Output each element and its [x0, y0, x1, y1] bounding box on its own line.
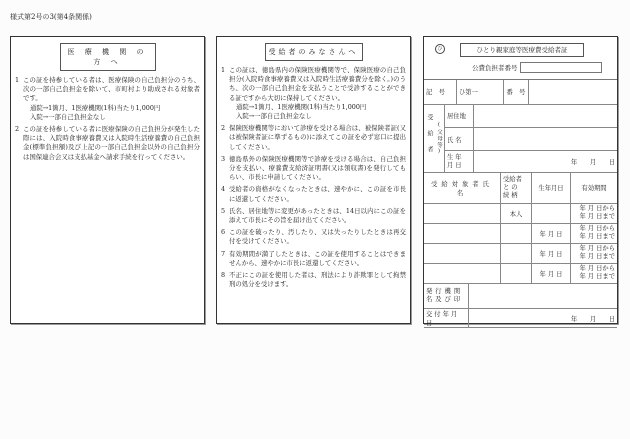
certificate-panel: [423, 36, 618, 327]
name-label: 氏 名: [445, 128, 474, 151]
item-number: 2: [15, 125, 20, 134]
bangou-label: 番 号: [504, 80, 529, 104]
row-name[interactable]: [424, 263, 501, 283]
row-name[interactable]: [424, 243, 501, 263]
bangou-value[interactable]: [529, 80, 618, 104]
notice-item: [221, 228, 406, 246]
item-text: 有効期間が満了したときは、この証を使用することはできませんから、速やかに市長に返還してください。: [229, 249, 406, 267]
issuer-label: 名及び印: [426, 295, 464, 303]
recipient-label: 受給者: [426, 114, 433, 163]
row-valid-to: 年 月 日まで: [579, 233, 615, 240]
item-number: 6: [221, 228, 226, 237]
address-value[interactable]: [474, 105, 618, 128]
row-name[interactable]: [424, 223, 501, 243]
kigou-label: 記 号: [424, 80, 457, 104]
recipient-info-table: [424, 105, 617, 174]
table-row: [424, 223, 617, 243]
issue-date-label: 交付年月日: [424, 309, 469, 328]
certificate-header: [424, 37, 617, 80]
recipient-notice-panel: [216, 36, 411, 324]
row-birth: 年 月 日: [532, 223, 571, 243]
item-text: 氏名、居住地等に変更があったときは、14日以内にこの証を添えて市長にその旨を届け出てください。: [229, 206, 406, 225]
row-relation[interactable]: [501, 223, 532, 243]
birth-label: 生 年: [447, 153, 462, 161]
item-number: 5: [221, 206, 226, 215]
row-relation[interactable]: [501, 263, 532, 283]
row-valid-from: 年 月 日から: [579, 245, 615, 252]
notice-item: [221, 250, 406, 268]
certificate-id-table: [424, 80, 617, 105]
panel-title: 受給者のみなさんへ: [265, 43, 363, 61]
notice-item: [221, 124, 406, 152]
row-birth: 年 月 日: [532, 243, 571, 263]
row-valid-to: 年 月 日まで: [579, 273, 615, 280]
row-name[interactable]: [424, 203, 501, 223]
payer-number-label: 公費負担者番号: [472, 64, 518, 72]
table-row: [424, 263, 617, 283]
panel-title: 医 療 機 関 の 方 へ: [60, 43, 156, 71]
row-valid-to: 年 月 日まで: [579, 253, 615, 260]
name-value[interactable]: [474, 128, 618, 151]
row-birth: 年 月 日: [532, 263, 571, 283]
item-number: 1: [221, 66, 226, 74]
issuer-table: [424, 284, 617, 329]
notice-item: [221, 185, 406, 203]
header-line: 受給者: [503, 175, 522, 183]
col-header-birth: 生年月日: [532, 173, 571, 203]
row-valid-from: 年 月 日から: [579, 205, 615, 212]
row-valid-from: 年 月 日から: [579, 265, 615, 272]
item-sub: 入院→一部自己負担金なし: [236, 112, 312, 121]
payer-number-row: [472, 62, 602, 73]
item-number: 4: [221, 185, 226, 194]
item-sub: 通院→1箇月、1医療機関(1科)当たり1,000円: [236, 102, 367, 111]
header-line: 続 柄: [503, 191, 518, 199]
payer-number-field[interactable]: [520, 62, 602, 73]
form-number-label: 様式第2号の3(第4条関係): [10, 13, 92, 21]
recipient-label-cell: [424, 105, 445, 173]
row-birth: [532, 203, 571, 223]
notice-item: [15, 76, 200, 122]
col-header-validity: 有効期間: [571, 173, 618, 203]
notice-list: [221, 66, 406, 289]
table-row: [424, 243, 617, 263]
item-text: 受給者の資格がなくなったときは、速やかに、この証を市長に返還してください。: [229, 185, 406, 203]
kigou-value: ひ第一: [457, 80, 504, 104]
recipient-sub-label: (父母等): [436, 121, 442, 155]
row-relation: 本人: [501, 203, 532, 223]
item-text: この証を破ったり、汚したり、又は失ったりしたときは再交付を受けてください。: [229, 228, 406, 246]
item-number: 8: [221, 271, 226, 280]
eligible-persons-table: [424, 173, 617, 284]
item-number: 7: [221, 249, 226, 258]
item-number: 3: [221, 154, 226, 163]
birth-label: 月 日: [447, 161, 462, 169]
issuer-label: 発行機関: [426, 287, 464, 295]
item-number: 2: [221, 124, 226, 133]
notice-item: [221, 155, 406, 183]
item-text: 保険医療機関等において診療を受ける場合は、被保険者証(又は被保険者証に準ずるもの)に添えてこの証を必ず窓口に提出してください。: [229, 124, 406, 151]
item-text: 不正にこの証を使用した者は、刑法により詐欺罪として拘禁刑の処分を受けます。: [229, 271, 406, 289]
row-relation[interactable]: [501, 243, 532, 263]
notice-list: [15, 76, 200, 162]
notice-item: [15, 125, 200, 162]
row-valid-from: 年 月 日から: [579, 225, 615, 232]
col-header-name: 受給対象者氏名: [424, 173, 501, 203]
item-text: この証を持参している者は、医療保険の自己負担分のうち、次の一部自己負担金を除いて、市町村より助成される対象者です。: [23, 76, 200, 103]
circle-mark-icon: ひ: [435, 44, 445, 54]
item-text: この証は、徳島県内の保険医療機関等で、保険医療の自己負担分(入院時食事療養費又は入院時生活療養費分を除く。)のうち、次の一部自己負担金を支払うことで受診することができる証ですから大切に保持してください。: [229, 66, 406, 102]
item-sub: 通院→1箇月、1医療機関(1科)当たり1,000円: [30, 103, 161, 112]
notice-item: [221, 207, 406, 225]
item-text: この証を持参している者に医療保険の自己負担分が発生した際には、入院時食事療養費又は入院時生活療養費の自己負担金(標準負担額)及び上記の一部自己負担金以外の自己負担分は国保連合会又は支払基金へ請求手続を行ってください。: [23, 125, 200, 161]
address-label: 居住地: [445, 105, 474, 128]
item-sub: 入院→一部自己負担金なし: [30, 112, 106, 121]
notice-item: [221, 66, 406, 121]
col-header-relation: [501, 173, 532, 203]
issue-date-value[interactable]: 年 月 日: [469, 309, 618, 328]
medical-institution-notice-panel: [10, 36, 205, 324]
header-line: と の: [503, 183, 518, 191]
issuer-value[interactable]: [469, 284, 618, 309]
table-row: [424, 203, 617, 223]
certificate-title: ひとり親家庭等医療費受給者証: [460, 43, 584, 57]
notice-item: [221, 271, 406, 289]
item-number: 1: [15, 76, 20, 84]
row-valid-to: 年 月 日まで: [579, 213, 615, 220]
birth-value[interactable]: 年 月 日: [474, 151, 618, 173]
item-text: 徳島県外の保険医療機関等で診療を受ける場合は、自己負担分を支払い、療養費支給済証明書(又は領収書)を発行してもらい、市長に申請してください。: [229, 154, 406, 182]
